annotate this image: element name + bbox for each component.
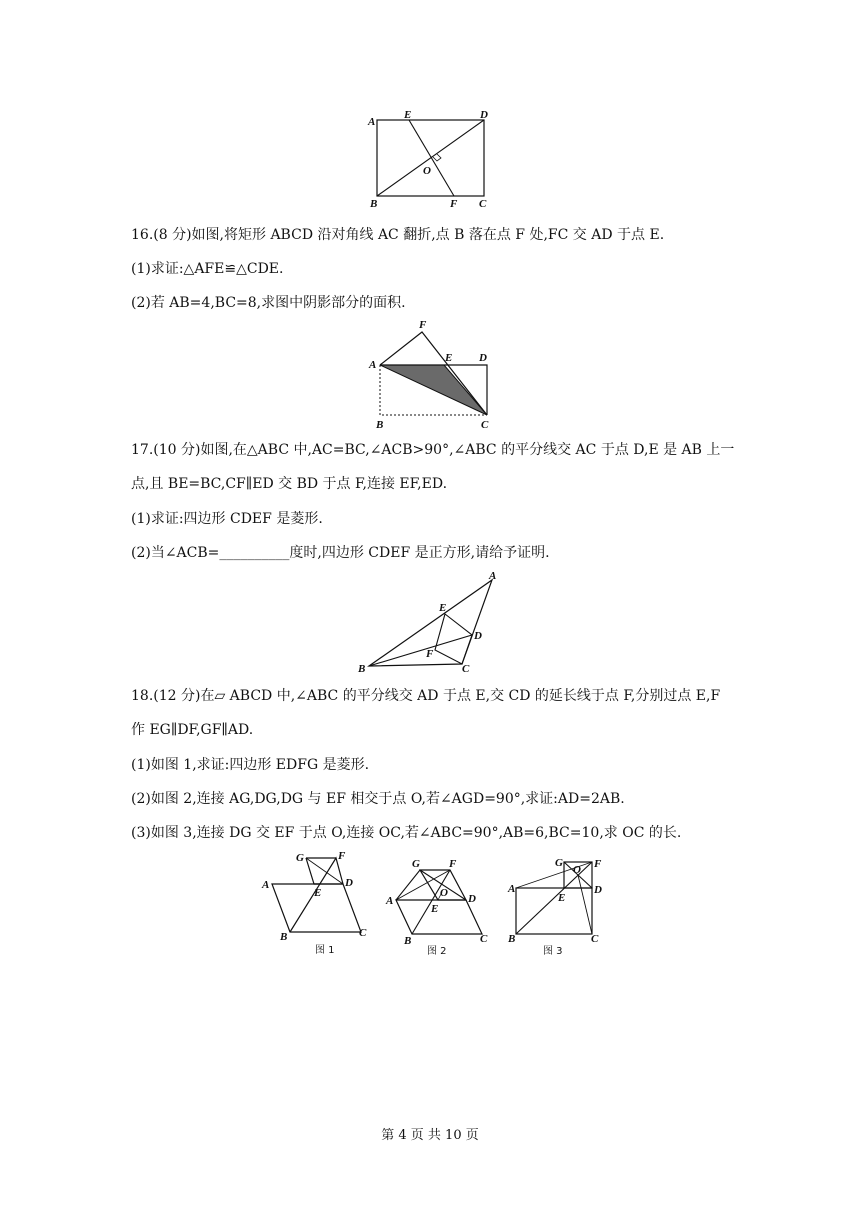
label-B: B: [404, 935, 412, 947]
label-A: A: [508, 883, 516, 895]
q18-part1: (1)如图 1,求证:四边形 EDFG 是菱形.: [131, 757, 370, 773]
figure-q16-fold: [366, 318, 496, 430]
label-D: D: [468, 893, 476, 905]
q16-part2: (2)若 AB=4,BC=8,求图中阴影部分的面积.: [131, 295, 406, 311]
q18-stem-line1: 18.(12 分)在▱ ABCD 中,∠ABC 的平分线交 AD 于点 E,交 CD 的延长线于点 F,分别过点 E,F: [131, 688, 721, 704]
label-B: B: [358, 663, 366, 675]
label-C: C: [462, 663, 470, 675]
figure-caption: 图 3: [543, 946, 563, 957]
label-F: F: [449, 858, 457, 870]
label-F: F: [594, 858, 602, 870]
label-C: C: [479, 198, 487, 210]
label-E: E: [404, 109, 412, 121]
label-E: E: [431, 903, 439, 915]
label-E: E: [558, 892, 566, 904]
label-D: D: [479, 352, 487, 364]
q17-stem-line2: 点,且 BE=BC,CF∥ED 交 BD 于点 F,连接 EF,ED.: [131, 476, 448, 492]
label-D: D: [474, 630, 482, 642]
figure-caption: 图 2: [427, 946, 447, 957]
label-F: F: [426, 648, 434, 660]
label-D: D: [480, 109, 488, 121]
label-F: F: [338, 850, 346, 862]
label-C: C: [359, 927, 367, 939]
label-E: E: [314, 887, 322, 899]
label-G: G: [296, 852, 304, 864]
q17-stem-line1: 17.(10 分)如图,在△ABC 中,AC=BC,∠ACB>90°,∠ABC 的平分线交 AC 于点 D,E 是 AB 上一: [131, 442, 735, 458]
label-B: B: [370, 198, 378, 210]
label-B: B: [280, 931, 288, 943]
label-A: A: [489, 570, 497, 582]
q16-stem: 16.(8 分)如图,将矩形 ABCD 沿对角线 AC 翻折,点 B 落在点 F 处,FC 交 AD 于点 E.: [131, 227, 665, 243]
label-A: A: [262, 879, 270, 891]
figure-q18-1: [258, 848, 378, 958]
figure-rectangle-abcd: [364, 108, 494, 210]
label-E: E: [439, 602, 447, 614]
figure-q17-triangle: [354, 568, 504, 676]
label-C: C: [480, 933, 488, 945]
page-number-footer: 第 4 页 共 10 页: [381, 1128, 479, 1143]
figure-q18-2: [382, 852, 500, 958]
label-A: A: [368, 116, 376, 128]
q17-part2: (2)当∠ACB=__________度时,四边形 CDEF 是正方形,请给予证明.: [131, 545, 550, 561]
q18-part2: (2)如图 2,连接 AG,DG,DG 与 EF 相交于点 O,若∠AGD=90°,求证:AD=2AB.: [131, 791, 625, 807]
label-E: E: [445, 352, 453, 364]
label-O: O: [423, 165, 431, 177]
label-G: G: [555, 857, 563, 869]
q17-part1: (1)求证:四边形 CDEF 是菱形.: [131, 511, 323, 527]
label-O: O: [440, 887, 448, 899]
label-C: C: [591, 933, 599, 945]
q18-part3: (3)如图 3,连接 DG 交 EF 于点 O,连接 OC,若∠ABC=90°,AB=6,BC=10,求 OC 的长.: [131, 825, 682, 841]
label-F: F: [419, 319, 427, 331]
label-D: D: [345, 877, 353, 889]
label-F: F: [450, 198, 458, 210]
label-B: B: [376, 419, 384, 430]
label-D: D: [594, 884, 602, 896]
label-O: O: [573, 864, 581, 876]
q18-stem-line2: 作 EG∥DF,GF∥AD.: [131, 722, 254, 738]
label-B: B: [508, 933, 516, 945]
label-A: A: [369, 359, 377, 371]
q16-part1: (1)求证:△AFE≌△CDE.: [131, 261, 284, 277]
figure-q18-3: [506, 852, 610, 958]
label-C: C: [481, 419, 489, 430]
figure-caption: 图 1: [315, 945, 335, 956]
label-G: G: [412, 858, 420, 870]
label-A: A: [386, 895, 394, 907]
